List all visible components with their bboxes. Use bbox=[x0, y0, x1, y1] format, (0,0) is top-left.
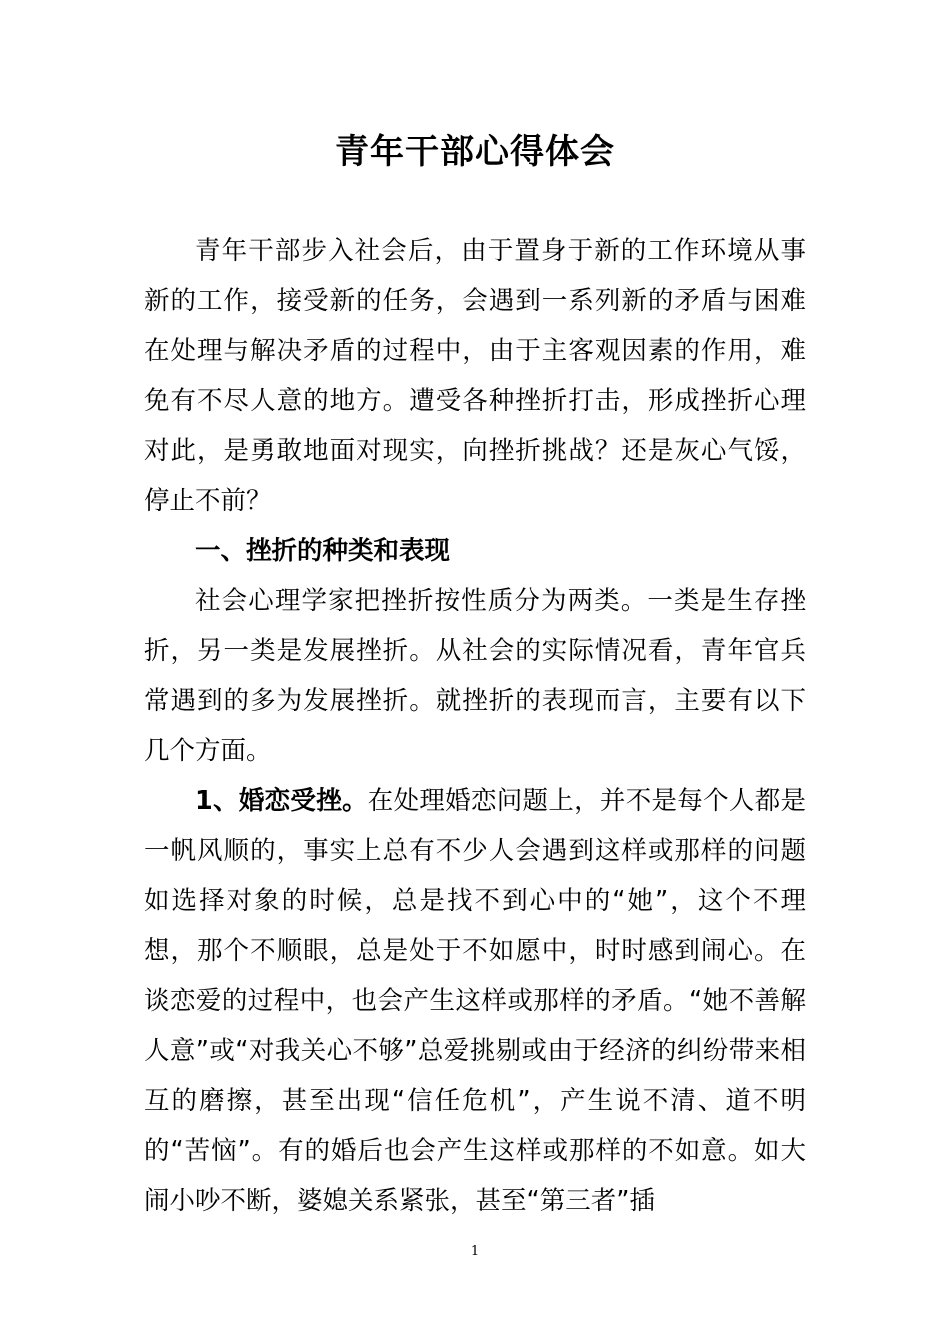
section-paragraph: 社会心理学家把挫折按性质分为两类。一类是生存挫折，另一类是发展挫折。从社会的实际情况看，青年官兵常遇到的多为发展挫折。就挫折的表现而言，主要有以下几个方面。 bbox=[144, 586, 806, 766]
page-number: 1 bbox=[470, 1244, 480, 1259]
item-paragraph bbox=[144, 776, 806, 1226]
item-text: 在处理婚恋问题上，并不是每个人都是一帆风顺的，事实上总有不少人会遇到这样或那样的问题如选择对象的时候，总是找不到心中的“她”，这个不理想，那个不顺眼，总是处于不如愿中，时时感到闹心。在谈恋爱的过程中，也会产生这样或那样的矛盾。“她不善解人意”或“对我关心不够”总爱挑剔或由于经济的纠纷带来相互的磨擦，甚至出现“信任危机”，产生说不清、道不明的“苦恼”。有的婚后也会产生这样或那样的不如意。如大闹小吵不断，婆媳关系紧张，甚至“第三者”插 bbox=[144, 786, 806, 1216]
item-heading: 1、婚恋受挫。 bbox=[195, 786, 368, 816]
document-body bbox=[144, 226, 806, 1226]
intro-paragraph: 青年干部步入社会后，由于置身于新的工作环境从事新的工作，接受新的任务，会遇到一系列新的矛盾与困难在处理与解决矛盾的过程中，由于主客观因素的作用，难免有不尽人意的地方。遭受各种挫折打击，形成挫折心理对此，是勇敢地面对现实，向挫折挑战？还是灰心气馁，停止不前？ bbox=[144, 236, 806, 516]
section-heading: 一、挫折的种类和表现 bbox=[195, 536, 451, 566]
document-title: 青年干部心得体会 bbox=[335, 132, 615, 172]
